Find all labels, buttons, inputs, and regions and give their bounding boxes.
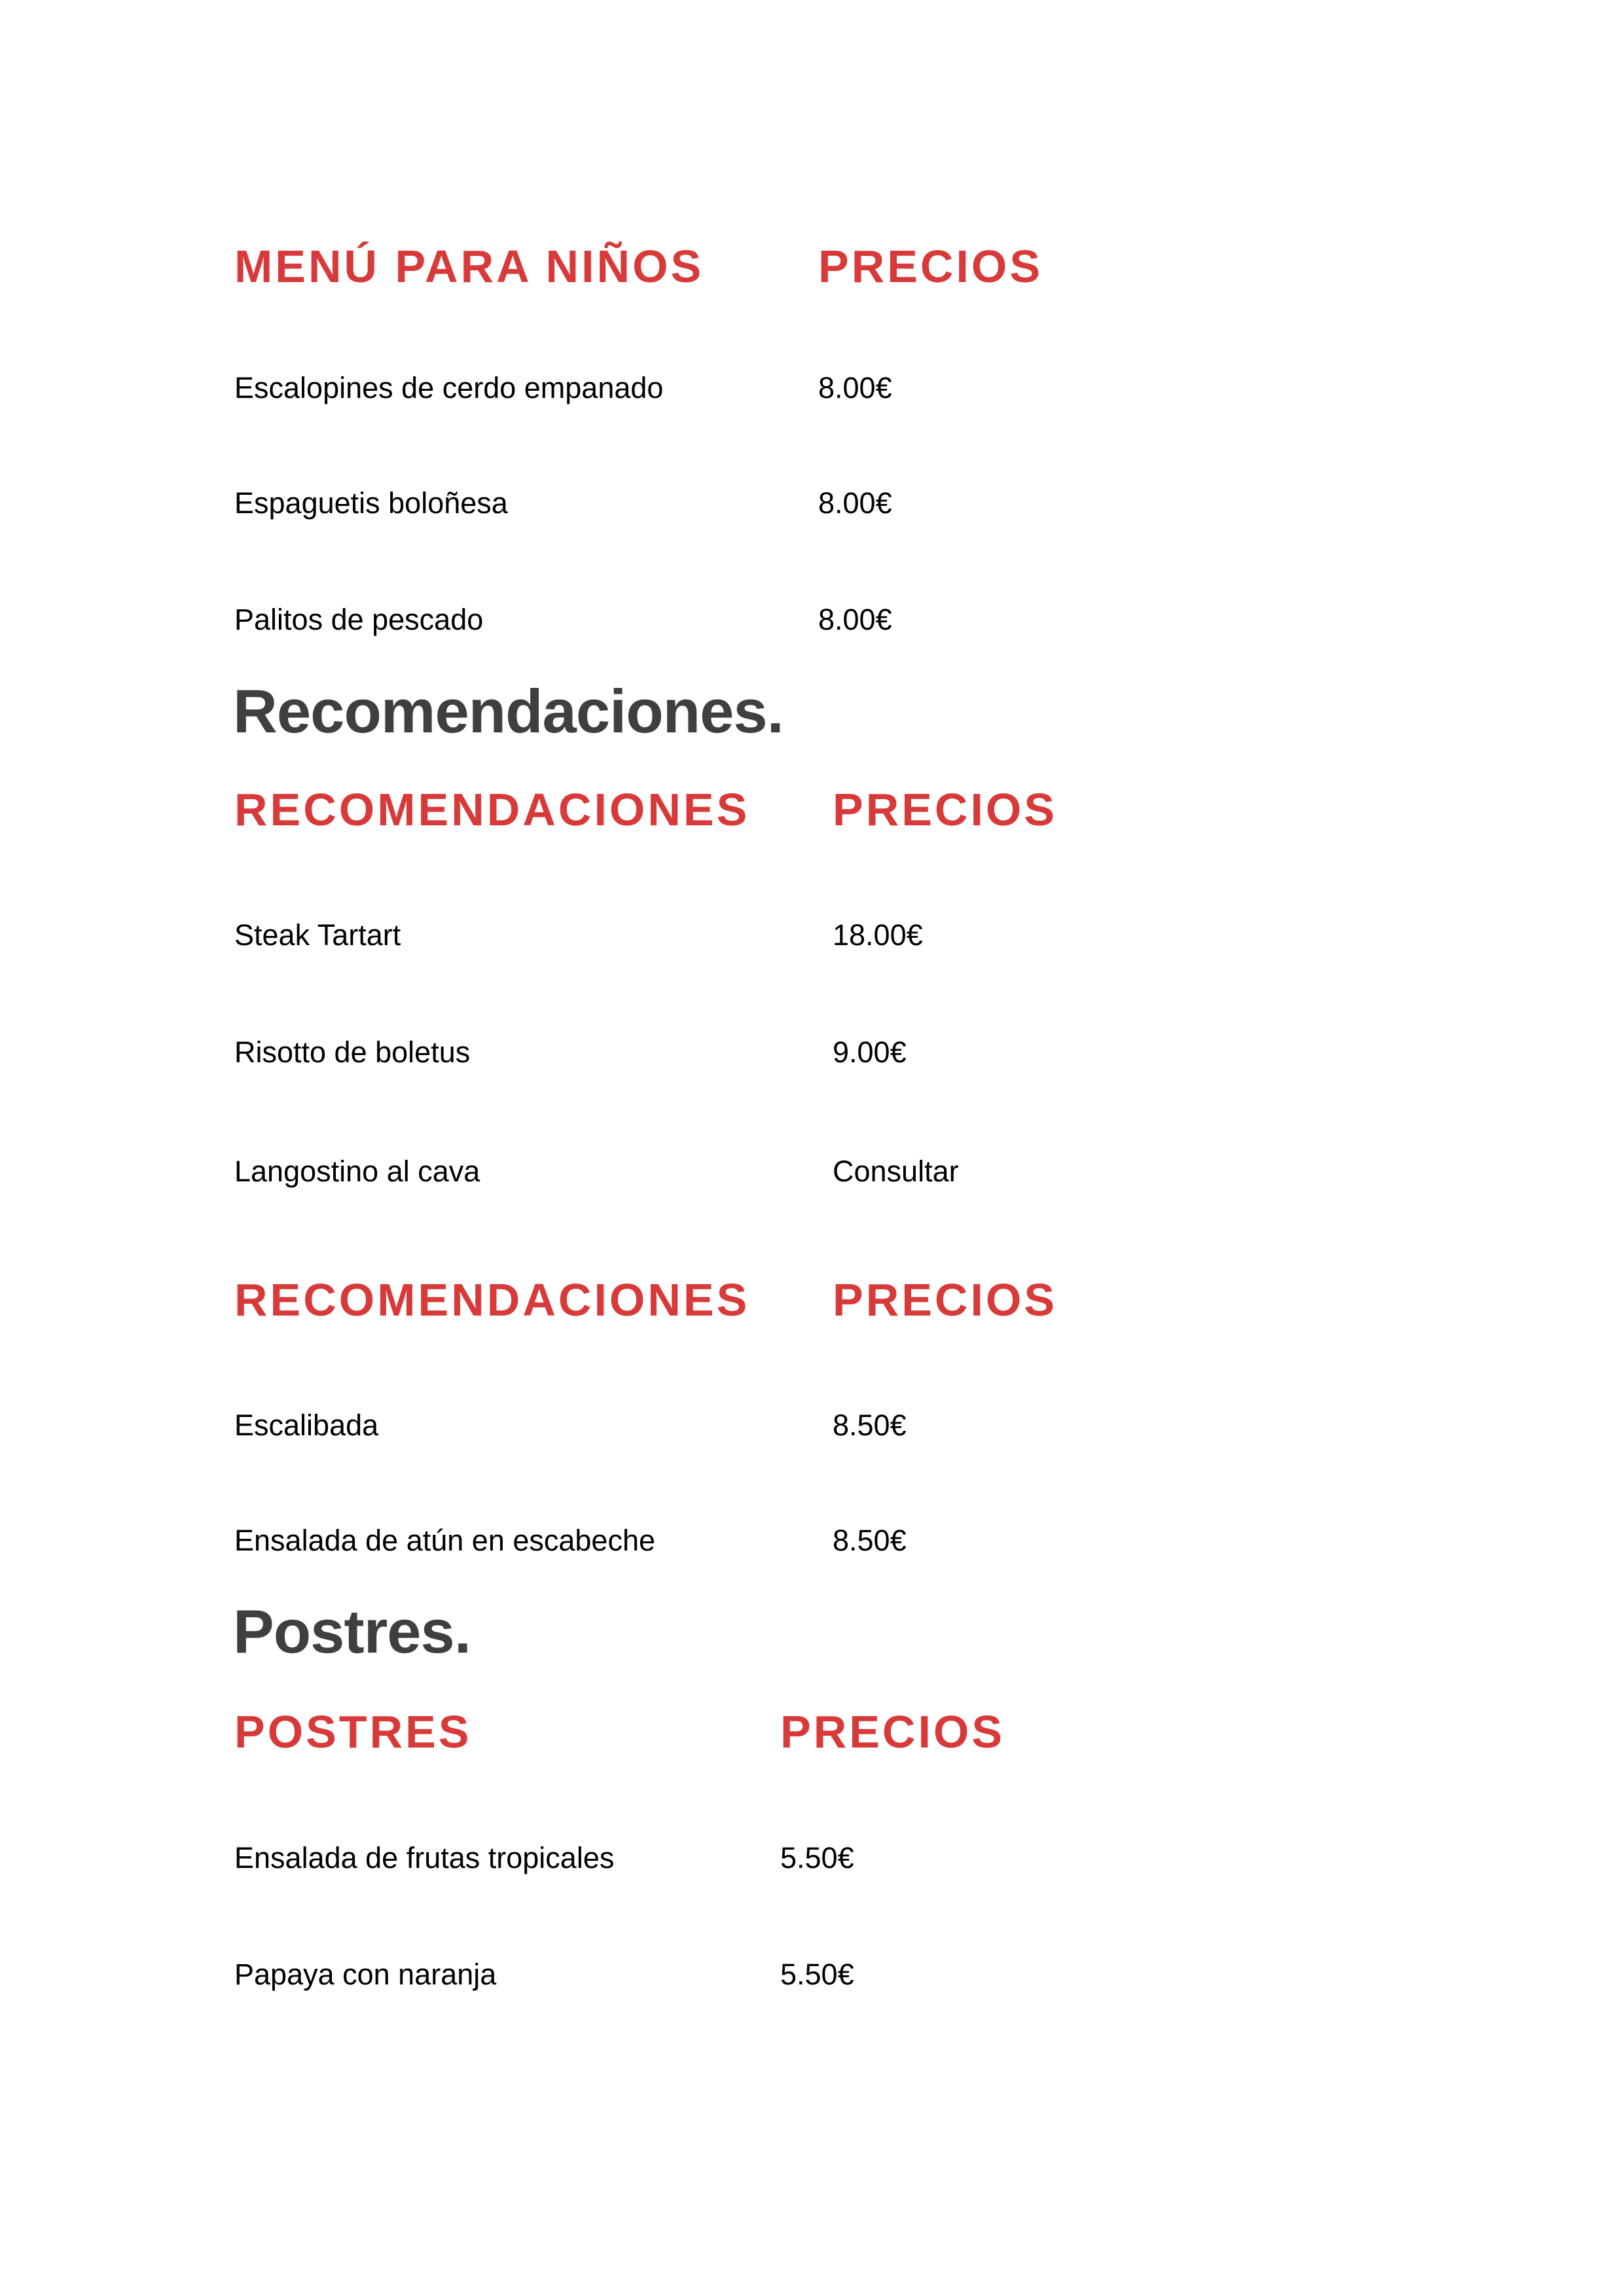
section-header-dishes: MENÚ PARA NIÑOS [234, 241, 704, 292]
menu-item-name: Ensalada de atún en escabeche [234, 1524, 656, 1557]
section-header-prices: PRECIOS [780, 1706, 1005, 1757]
menu-item-name: Langostino al cava [234, 1155, 480, 1188]
section-header-dishes: RECOMENDACIONES [234, 1274, 750, 1325]
menu-item-name: Ensalada de frutas tropicales [234, 1841, 615, 1874]
page-heading-postres: Postres. [233, 1597, 471, 1666]
menu-item-name: Steak Tartart [234, 918, 401, 952]
menu-item-price: Consultar [833, 1155, 959, 1188]
menu-item-name: Escalopines de cerdo empanado [234, 371, 664, 404]
menu-item-name: Espaguetis boloñesa [234, 486, 508, 520]
page-heading-recomendaciones: Recomendaciones. [233, 677, 784, 745]
menu-item-price: 8.50€ [833, 1408, 907, 1442]
menu-item-price: 8.00€ [818, 603, 892, 636]
menu-item-price: 18.00€ [833, 918, 923, 952]
section-header-prices: PRECIOS [818, 241, 1043, 292]
menu-item-price: 5.50€ [780, 1841, 854, 1874]
menu-item-name: Palitos de pescado [234, 603, 484, 636]
section-header-prices: PRECIOS [833, 1274, 1058, 1325]
menu-item-price: 9.00€ [833, 1035, 907, 1069]
section-header-dishes: POSTRES [234, 1706, 472, 1757]
menu-item-price: 5.50€ [780, 1958, 854, 1991]
menu-item-name: Papaya con naranja [234, 1958, 497, 1991]
section-header-prices: PRECIOS [833, 784, 1058, 835]
section-header-dishes: RECOMENDACIONES [234, 784, 750, 835]
menu-item-name: Escalibada [234, 1408, 379, 1442]
menu-item-name: Risotto de boletus [234, 1035, 471, 1069]
menu-item-price: 8.50€ [833, 1524, 907, 1557]
menu-item-price: 8.00€ [818, 371, 892, 404]
menu-item-price: 8.00€ [818, 486, 892, 520]
